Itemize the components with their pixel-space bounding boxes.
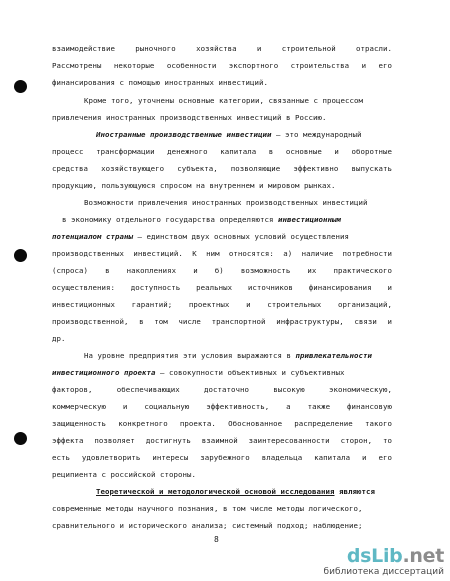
text-line: Рассмотрены некоторые особенности экспортного строительства и его — [52, 61, 392, 70]
text-line: продукцию, пользующуюся спросом на внутреннем и мировом рынках. — [52, 181, 336, 190]
text-line: осуществления: доступность реальных источников финансирования и — [52, 283, 392, 292]
page-number: 8 — [214, 535, 219, 544]
text-line: финансирования с помощью иностранных инвестиций. — [52, 78, 268, 87]
term-investment-potential-b: потенциалом страны — [52, 232, 133, 241]
text-line-term — [84, 351, 392, 360]
text-line: производственной, в том числе транспортной инфраструктуры, связи и — [52, 317, 392, 326]
text-line: защищенность конкретного проекта. Обоснованное распределение такого — [52, 419, 392, 428]
text-line: (спроса) в накоплениях и б) возможность их практического — [52, 266, 392, 275]
text-line: Кроме того, уточнены основные категории, связанные с процессом — [84, 96, 363, 105]
watermark-subtitle: библиотека диссертаций — [323, 567, 444, 577]
text-fragment: в экономику отдельного государства определяются — [62, 215, 274, 224]
text-line-term — [96, 487, 392, 496]
text-line: эффекта позволяет достигнуть взаимной заинтересованности сторон, то — [52, 436, 392, 445]
text-line: привлечения иностранных производственных инвестиций в Россию. — [52, 113, 327, 122]
watermark-logo — [347, 547, 444, 566]
text-fragment: – совокупности объективных и субъективных — [160, 368, 345, 377]
definition-line — [96, 130, 392, 139]
text-line: средства хозяйствующего субъекта, позволяющие эффективно выпускать — [52, 164, 392, 173]
punch-hole-top — [14, 80, 27, 93]
text-line: факторов, обеспечивающих достаточно высокую экономическую, — [52, 385, 392, 394]
text-line-term — [52, 368, 392, 377]
text-line: сравнительного и исторического анализа; системный подход; наблюдение; — [52, 521, 363, 530]
term-project-attractiveness-b: инвестиционного проекта — [52, 368, 156, 377]
watermark-logo-tld: .net — [402, 545, 444, 567]
text-line: Возможности привлечения иностранных производственных инвестиций — [84, 198, 368, 207]
term-foreign-investments: Иностранные производственные инвестиции — [96, 130, 272, 139]
text-line: процесс трансформации денежного капитала в основные и оборотные — [52, 147, 392, 156]
punch-hole-bottom — [14, 432, 27, 445]
term-methodology: Теоретической и методологической основой исследования — [96, 487, 335, 496]
watermark — [294, 547, 444, 577]
text-line: производственных инвестиций. К ним относятся: а) наличие потребности — [52, 249, 392, 258]
text-line: инвестиционных гарантий; проектных и строительных организаций, — [52, 300, 392, 309]
text-line-term — [62, 215, 392, 224]
text-line: есть удовлетворить интересы зарубежного владельца капитала и его — [52, 453, 392, 462]
text-fragment: являются — [338, 487, 375, 496]
text-line: коммерческую и социальную эффективность, а также финансовую — [52, 402, 392, 411]
punch-hole-middle — [14, 249, 27, 262]
text-fragment: – единством двух основных условий осуществления — [137, 232, 349, 241]
text-fragment: – это международный — [275, 130, 362, 139]
term-project-attractiveness-a: привлекательности — [295, 351, 372, 360]
watermark-logo-main: dsLib — [346, 545, 403, 567]
text-line: реципиента с российской стороны. — [52, 470, 196, 479]
text-fragment: На уровне предприятия эти условия выражаются в — [84, 351, 291, 360]
text-line: др. — [52, 334, 66, 343]
text-line: современные методы научного познания, в том числе методы логического, — [52, 504, 363, 513]
term-investment-potential-a: инвестиционным — [277, 215, 341, 224]
text-line-term — [52, 232, 392, 241]
text-line: взаимодействие рыночного хозяйства и строительной отрасли. — [52, 44, 392, 53]
